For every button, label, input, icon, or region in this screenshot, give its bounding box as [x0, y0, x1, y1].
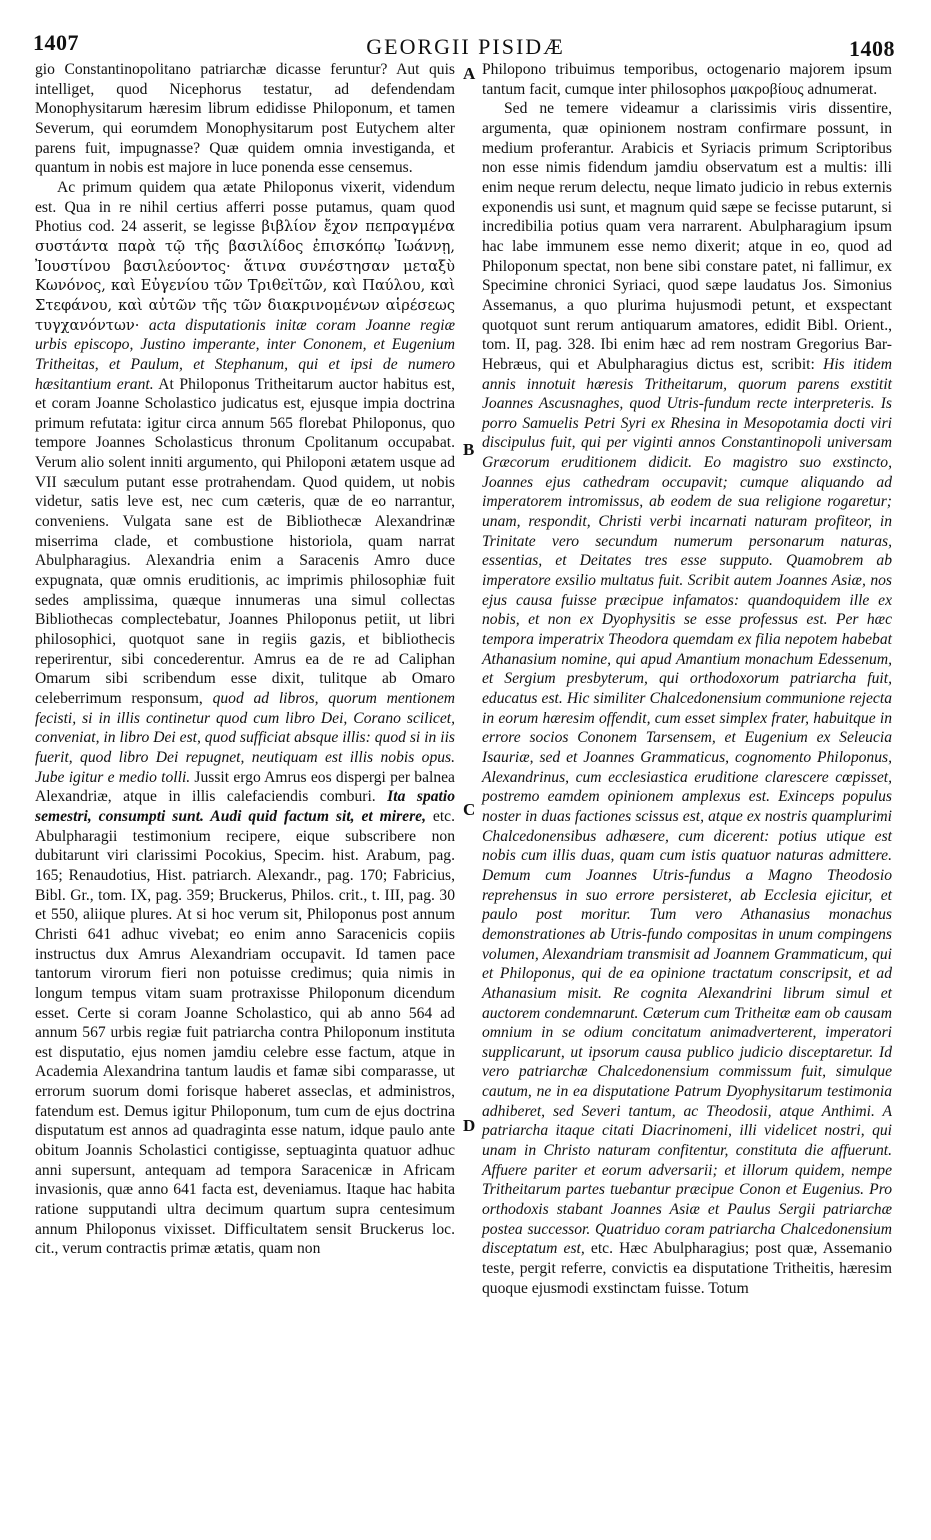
- left-paragraph-1: gio Constantinopolitano patriarchæ dicasse feruntur? Aut quis intelliget, quod Nicephorus testatur, ad defendendam Monophysitarum hæresim librum edidisse Philoponum, et tamen Severum, qui eorumdem Monophysitarum post Eutychem alter parens fuit, impugnasse? Quæ quidem omnia investiganda, et quantum in nobis est majore in luce ponenda esse censemus.: [35, 61, 455, 177]
- page-number-left: 1407: [33, 30, 79, 55]
- text-run: At Philoponus Tritheitarum auctor habitus est, et coram Joanne Scholastico judicatus est, ejusque impia doctrina primum refutata: igitur circa annum 565 florebat Philoponus, quo tempore Joannes Scholasticus thronum Cpolitanum occupabat. Verum alio solent inniti argumento, qui Philoponi ætatem usque ad VII sæculum putant esse protrahendam. Quod quidem, ut nobis videtur, satis leve est, nec cum cæteris, quæ de eo narrantur, conveniens. Vulgata sane est de Bibliothecæ Alexandrinæ miserrima clade, et combustione historiola, quam narrat Abulpharagius. Alexandria enim a Saracenis Amro duce expugnata, quæ omnis eruditionis, ac imprimis philosophiæ fuit sedes amplissima, quæque innumeras una simul collectas Bibliothecas complectebatur, Joannes Philoponus petiit, ut libri philosophici, quotquot sane in regiis gazis, et bibliothecis reperirentur, sibi concederentur. Amrus ea de re ad Caliphan Omarum sibi scribendum esse dixit, tulitque ab Omaro celeberrimum responsum,: [35, 375, 455, 707]
- text-run: Ac primum quidem qua ætate Philoponus vixerit, videndum est. Qua in re nihil certius afferri posse putamus, quam quod Photius cod. 24 asserit, se legisse: [35, 178, 455, 236]
- running-title: GEORGII PISIDÆ: [366, 34, 565, 59]
- text-run: Jussit ergo Amrus eos dispergi per balnea Alexandriæ, atque in illis calefaciendis comburi.: [35, 768, 455, 806]
- page-header: [0, 0, 931, 61]
- right-paragraph-1: Philopono tribuimus temporibus, octogenario majorem ipsum tantum facit, cumque inter philosophos μακροβίους adnumerat.: [482, 61, 892, 98]
- greek-quotation: βιβλίον ἔχον πεπραγμένα συστάντα παρὰ τῷ τῆς βασιλίδος ἐπισκόπῳ Ἰωάννῃ, Ἰουστίνου βασιλεύοντος· ἅτινα συνέστησαν μεταξὺ Κωνόνος, καὶ Εὐγενίου τῶν Τριθεϊτῶν, καὶ Παύλου, καὶ Στεφάνου, καὶ αὐτῶν τῆς τῶν διακρινομένων αἱρέσεως τυγχανόντων·: [35, 218, 455, 334]
- margin-marker-c: C: [463, 800, 476, 819]
- italic-quotation: quod ad libros, quorum mentionem fecisti, si in illis continetur quod cum libro Dei, Corano scilicet, conveniat, in libro Dei est, quod sufficiat absque illis: quod si in iis fuerit, quod libro Dei repugnet, neutiquam est illis nobis opus. Jube igitur e medio tolli.: [35, 690, 455, 786]
- right-column: [482, 60, 892, 1298]
- page-number-right: 1408: [849, 36, 895, 61]
- text-run: etc. Abulpharagii testimonium recipere, eique subscribere non dubitarunt viri clarissimi Pocokius, Specim. hist. Arabum, pag. 165; Renaudotius, Hist. patriarch. Alexandr., pag. 170; Fabricius, Bibl. Gr., tom. IX, pag. 359; Bruckerus, Philos. crit., t. III, pag. 30 et 550, aliique plures. At si hoc verum sit, Philoponus post annum Christi 641 adhuc vivebat; eo enim anno Saracenicis copiis instructus dux Amrus Alexandriam occupavit. Id tamen pace tantorum virorum fieri non potuisse credimus; quia nimis in longum tempus vitam suam protraxisse Philoponum dicendum esset. Certe si coram Joanne Scholastico, qui ab anno 564 ad annum 567 urbis regiæ fuit patriarcha contra Philoponum instituta est disputatio, ejus nomen jamdiu celebre esse factum, atque in Academia Alexandrina tantum laudis et famæ sibi comparasse, ut errorum suorum domi forisque haberet asseclas, et administros, fatendum est. Demus igitur Philoponum, tum cum de ejus doctrina disputatum est annos ad quadraginta esse natum, idque paulo ante obitum Joannis Scholastici contigisse, septuaginta quatuor adhuc anni supersunt, antequam ad tempora Saracenicæ in Africam invasionis, quæ anno 641 facta est, deveniamus. Itaque hac habita ratione supputandi ultra decimum quartum supra centesimum annum Philoponus vixisset. Difficultatem sensit Bruckerus loc. cit., verum contractis primæ ætatis, quam non: [35, 807, 455, 1258]
- margin-marker-b: B: [463, 440, 475, 459]
- left-paragraph-2: [35, 178, 455, 1259]
- right-paragraph-2: [482, 99, 892, 1298]
- margin-marker-a: A: [463, 64, 476, 83]
- italic-quotation: His itidem annis innotuit hæresis Tritheitarum, quorum parens exstitit Joannes Ascusnaghes, quod Utris-fundum recte interpreteris. Is porro Samuelis Petri Syri ex Rhesina in Mesopotamia docti viri discipulus fuit, qui per viginti annos Constantinopoli universam Græcorum eruditionem didicit. Eo magistro suo exstincto, Joannes ejus cathedram occupavit; cumque aliquando ad imperatorem intromissus, ab eodem de sua religione rogaretur; unam, respondit, Christi verbi incarnati naturam profiteor, in Trinitate vero secundum numerum personarum naturas, essentias, et Deitates tres esse supputo. Quamobrem ab imperatore exsilio multatus fuit. Scribit autem Joannes Asiæ, nos ejus causa fuisse præcipue infamatos: quandoquidem ille ex nobis, et non ex Dyophysitis se esse professus est. Per hæc tempora imperatrix Theodora quemdam ex filia nepotem habebat Athanasium nomine, qui apud Amantium monachum Edessenum, et Sergium presbyterum, qui orthodoxorum patriarcha fuit, educatus est. Hic similiter Chalcedonensium communione rejecta in eorum hæresim offendit, cum esset simplex frater, habuitque in errore socios Cononem Tarsensem, et Eugenium ex Seleucia Isauriæ, sed et Joannes Grammaticus, cognomento Philoponus, Alexandrinus, cum ecclesiastica eruditione clarescere cœpisset, postremo eamdem opinionem amplexus est. Exinceps populus noster in duas factiones scissus est, atque ex nostris quamplurimi Chalcedonensibus adhæsere, cum dicerent: potius utique est nobis cum illis duas, quam cum istis quatuor naturas admittere. Demum cum Joannes Utris-fundus a Magno Theodosio reprehensus in suo errore persisteret, ab Ecclesia ejicitur, et paulo post moritur. Tum vero Athanasius monachus demonstrationes ab Utris-fundo compositas in unum compingens volumen, Alexandriam transmisit ad Joannem Grammaticum, qui et Philoponus, qui de ea opinione tractatum conscripsit, et ad Athanasium misit. Re cognita Alexandrini librum simul et auctorem condemnarunt. Cæterum cum Tritheitæ eam ob causam omnium in se odium concitatum animadverterent, imperatori supplicarunt, ut ipsorum causa publico judicio disceptaretur. Id vero patriarchæ Chalcedonensium commissum fuit, simulque cautum, ne in ea disputatione Patrum Dyophysitarum testimonia adhiberet, sed Severi tantum, ac Theodosii, atque Anthimi. A patriarcha itaque citati Diacrinomeni, illi videlicet nostri, qui unam in Christo naturam confitentur, constituta die affuerunt. Affuere pariter et eorum adversarii; et illorum quidem, nempe Tritheitarum partes tuebantur præcipue Conon et Eugenius. Pro orthodoxis stabant Joannes Asiæ et Paulus Sergii patriarchæ postea successor. Quatriduo coram patriarcha Chalcedonensium disceptatum est,: [482, 355, 892, 1258]
- italic-quotation: Ita spatio semestri, consumpti sunt. Audi quid factum sit, et mirere,: [35, 788, 456, 825]
- margin-marker-d: D: [463, 1116, 476, 1135]
- text-run: etc. Hæc Abulpharagius; post quæ, Assemanio teste, pergit referre, convictis ea disputatione Tritheitis, hæresim quoque ejusmodi exstinctam fuisse. Totum: [482, 1240, 892, 1297]
- text-run: Sed ne temere videamur a clarissimis viris dissentire, argumenta, quæ opinionem nostram confirmare possunt, in medium proferantur. Arabicis et Syriacis primum Scriptoribus non esse nimis fidendum jamdiu observatum est a multis: illi enim neque rerum delectu, neque limato judicio in rebus externis exponendis usi sunt, et magnum quid sæpe se fecisse putarunt, si incredibilia potius quam vera narrarent. Abulpharagium ipsum hac labe immunem esse nemo dixerit; atque in eo, quod ad Philoponum spectat, non bene sibi constare patet, ni fallimur, ex Specimine chronici Syriaci, quod sæpe laudatus Jos. Simonius Assemanus, a quo plurima hujusmodi petunt, et exspectant quotquot sunt rerum antiquarum amatores, edidit Bibl. Orient., tom. II, pag. 328. Ibi enim hæc ad rem nostram Gregorius Bar-Hebræus, qui et Abulpharagius dictus est, scribit:: [482, 100, 892, 373]
- italic-translation: acta disputationis initæ coram Joanne regiæ urbis episcopo, Justino imperante, inter Cononem, et Eugenium Tritheitas, et Paulum, et Stephanum, qui et ipsi de numero hæsitantium erant.: [35, 316, 455, 393]
- left-column: [35, 60, 455, 1259]
